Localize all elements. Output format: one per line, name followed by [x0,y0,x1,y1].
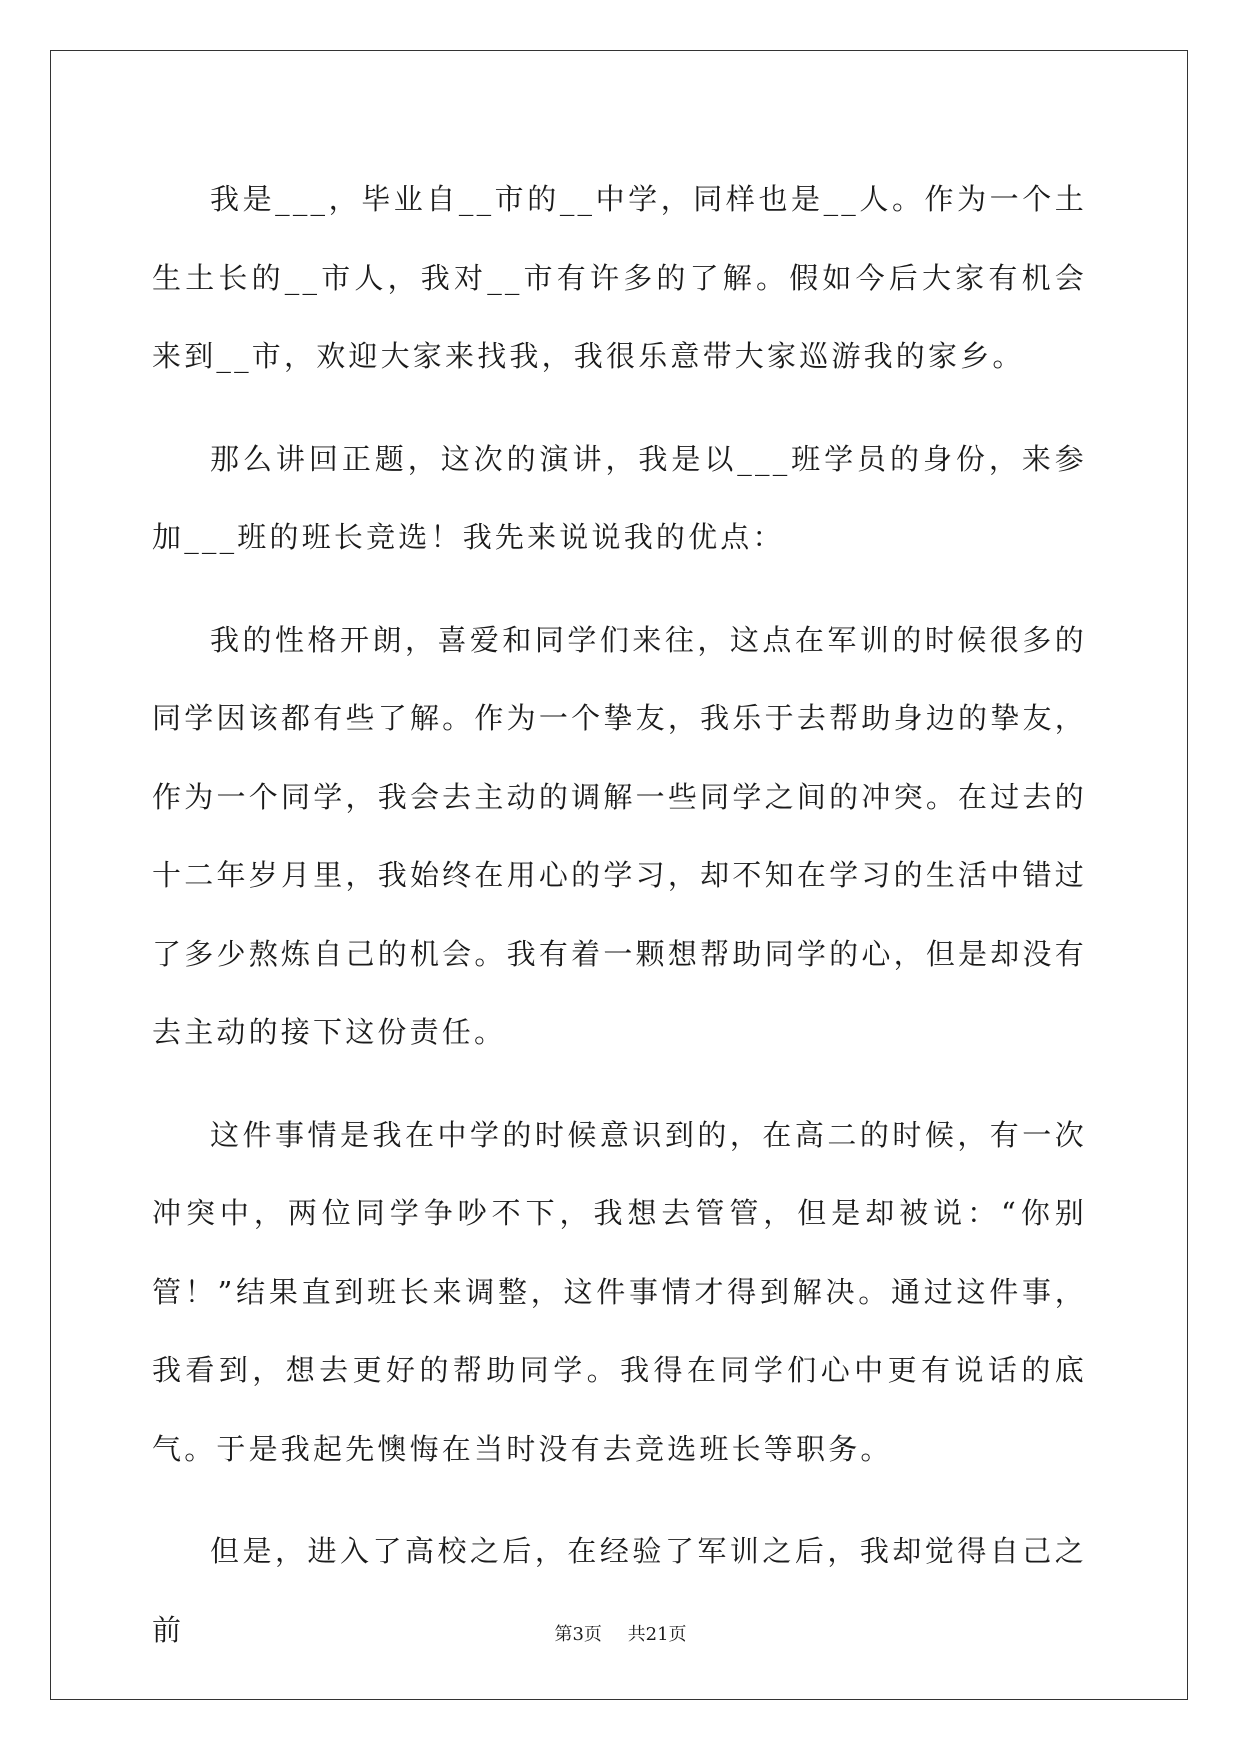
page-count: 共21页 [627,1624,687,1645]
document-body [152,160,1087,1693]
paragraph: 这件事情是我在中学的时候意识到的，在高二的时候，有一次冲突中，两位同学争吵不下，我想去管管，但是却被说：“你别管！”结果直到班长来调整，这件事情才得到解决。通过这件事，我看到，想去更好的帮助同学。我得在同学们心中更有说话的底气。于是我起先懊悔在当时没有去竞选班长等职务。 [152,1117,1087,1466]
paragraph: 那么讲回正题，这次的演讲，我是以___班学员的身份，来参加___班的班长竞选！我先来说说我的优点： [152,441,1087,554]
page-footer [0,1620,1241,1646]
page-number: 第3页 [554,1624,602,1645]
paragraph: 我的性格开朗，喜爱和同学们来往，这点在军训的时候很多的同学因该都有些了解。作为一个挚友，我乐于去帮助身边的挚友，作为一个同学，我会去主动的调解一些同学之间的冲突。在过去的十二年岁月里，我始终在用心的学习，却不知在学习的生活中错过了多少熬炼自己的机会。我有着一颗想帮助同学的心，但是却没有去主动的接下这份责任。 [152,622,1087,1049]
paragraph: 但是，进入了高校之后，在经验了军训之后，我却觉得自己之前 [152,1534,1087,1647]
paragraph: 我是___，毕业自__市的__中学，同样也是__人。作为一个土生土长的__市人，我对__市有许多的了解。假如今后大家有机会来到__市，欢迎大家来找我，我很乐意带大家巡游我的家乡。 [152,182,1087,373]
